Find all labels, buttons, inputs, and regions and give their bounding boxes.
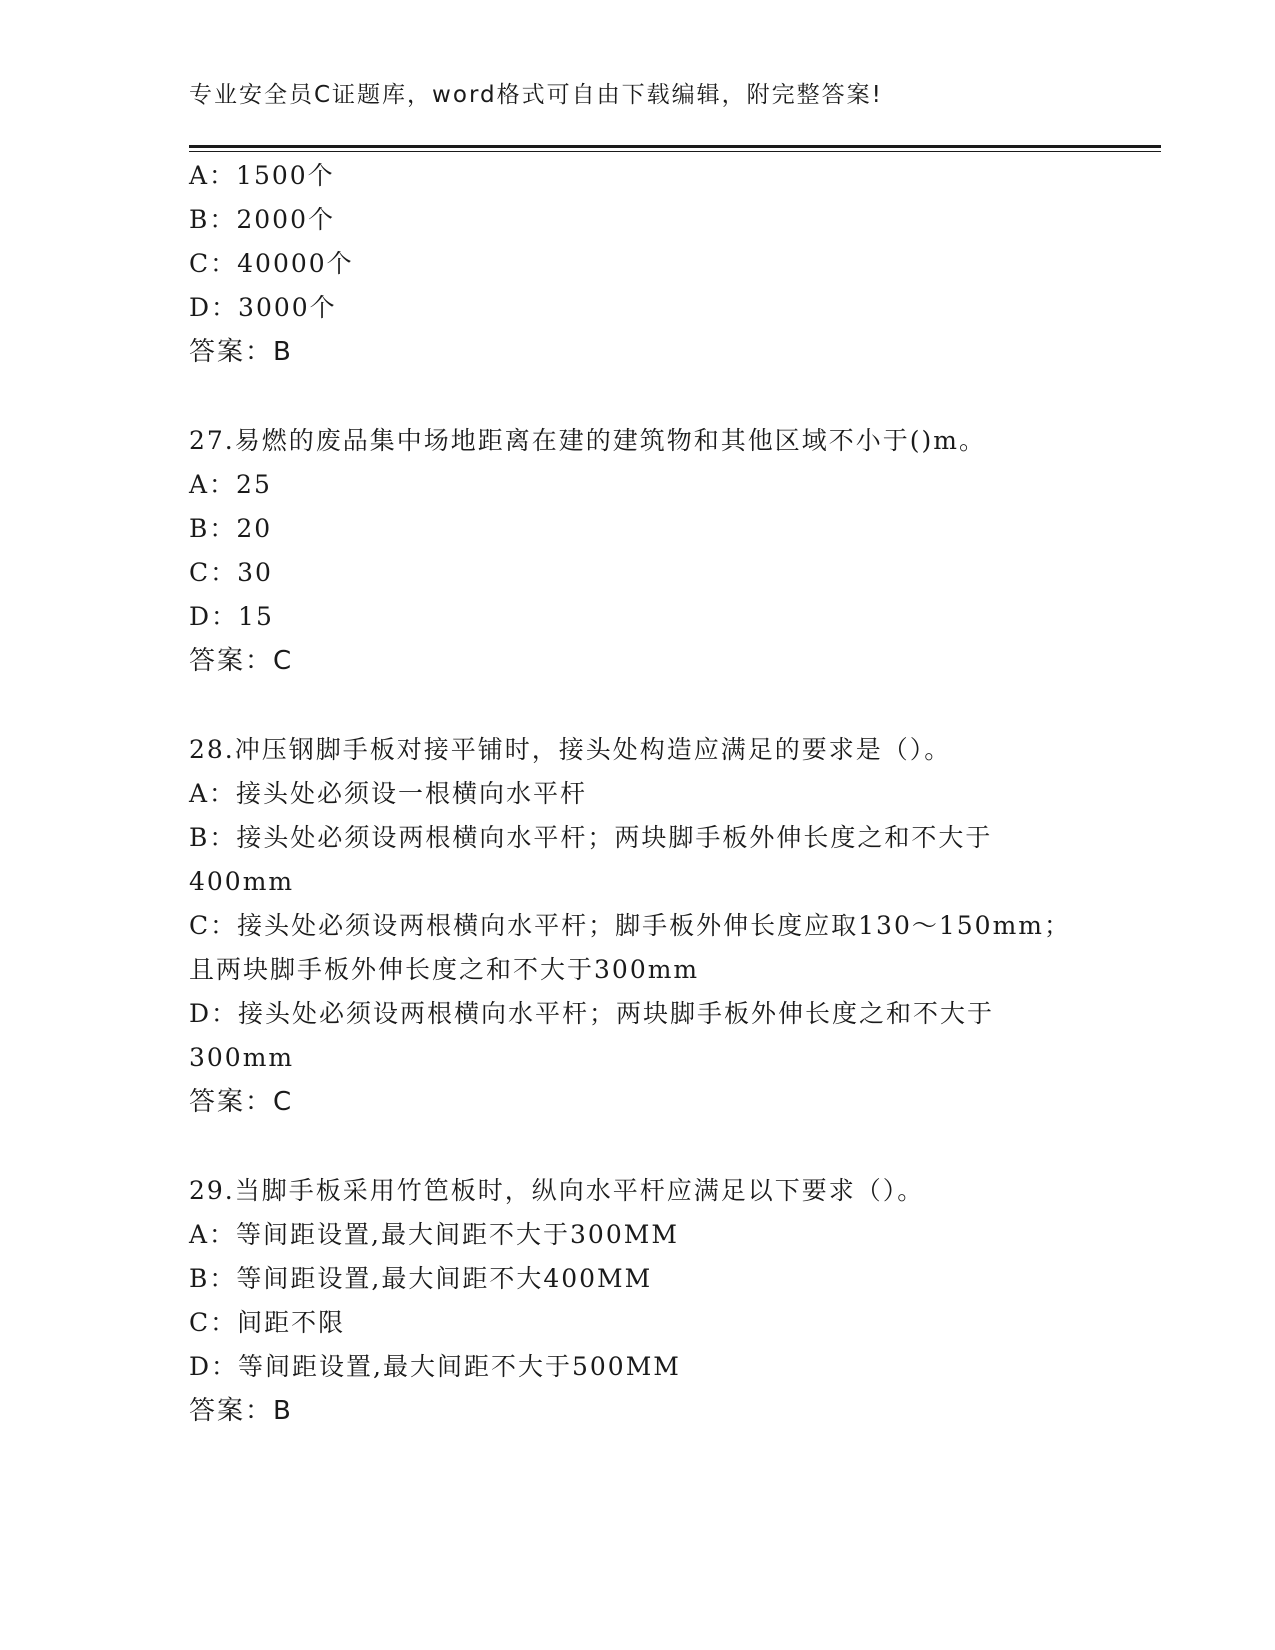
question-27-option-a: A：25 — [189, 470, 272, 499]
question-28-option-c: C：接头处必须设两根横向水平杆；脚手板外伸长度应取130～150mm； — [189, 911, 1071, 940]
prev-option-b: B：2000个 — [189, 205, 335, 234]
prev-option-c: C：40000个 — [189, 249, 354, 278]
question-29-option-d: D：等间距设置,最大间距不大于500MM — [189, 1352, 681, 1381]
question-27-option-b: B：20 — [189, 514, 273, 543]
header-divider-thick — [189, 145, 1161, 148]
prev-option-d: D：3000个 — [189, 293, 337, 322]
question-27-option-c: C：30 — [189, 558, 273, 587]
prev-option-a: A：1500个 — [189, 161, 335, 190]
page-header: 专业安全员C证题库，word格式可自由下载编辑，附完整答案! — [189, 82, 883, 108]
question-29-option-a: A：等间距设置,最大间距不大于300MM — [189, 1220, 679, 1249]
question-28-option-b-cont: 400mm — [189, 867, 295, 896]
question-29-option-c: C：间距不限 — [189, 1308, 346, 1337]
question-28-option-c-cont: 且两块脚手板外伸长度之和不大于300mm — [189, 955, 700, 984]
question-29-option-b: B：等间距设置,最大间距不大400MM — [189, 1264, 653, 1293]
question-28-option-d-cont: 300mm — [189, 1043, 295, 1072]
question-28-option-b: B：接头处必须设两根横向水平杆；两块脚手板外伸长度之和不大于 — [189, 823, 993, 852]
header-divider-thin — [189, 151, 1161, 152]
question-27-answer: 答案：C — [189, 646, 294, 676]
question-28-stem: 28.冲压钢脚手板对接平铺时，接头处构造应满足的要求是（）。 — [189, 735, 952, 764]
question-29-answer: 答案：B — [189, 1396, 293, 1426]
question-27-stem: 27.易燃的废品集中场地距离在建的建筑物和其他区域不小于()m。 — [189, 426, 986, 455]
prev-answer: 答案：B — [189, 337, 293, 367]
question-28-answer: 答案：C — [189, 1087, 294, 1117]
question-27-option-d: D：15 — [189, 602, 274, 631]
question-29-stem: 29.当脚手板采用竹笆板时，纵向水平杆应满足以下要求（）。 — [189, 1176, 925, 1205]
question-28-option-d: D：接头处必须设两根横向水平杆；两块脚手板外伸长度之和不大于 — [189, 999, 995, 1028]
question-28-option-a: A：接头处必须设一根横向水平杆 — [189, 779, 588, 808]
